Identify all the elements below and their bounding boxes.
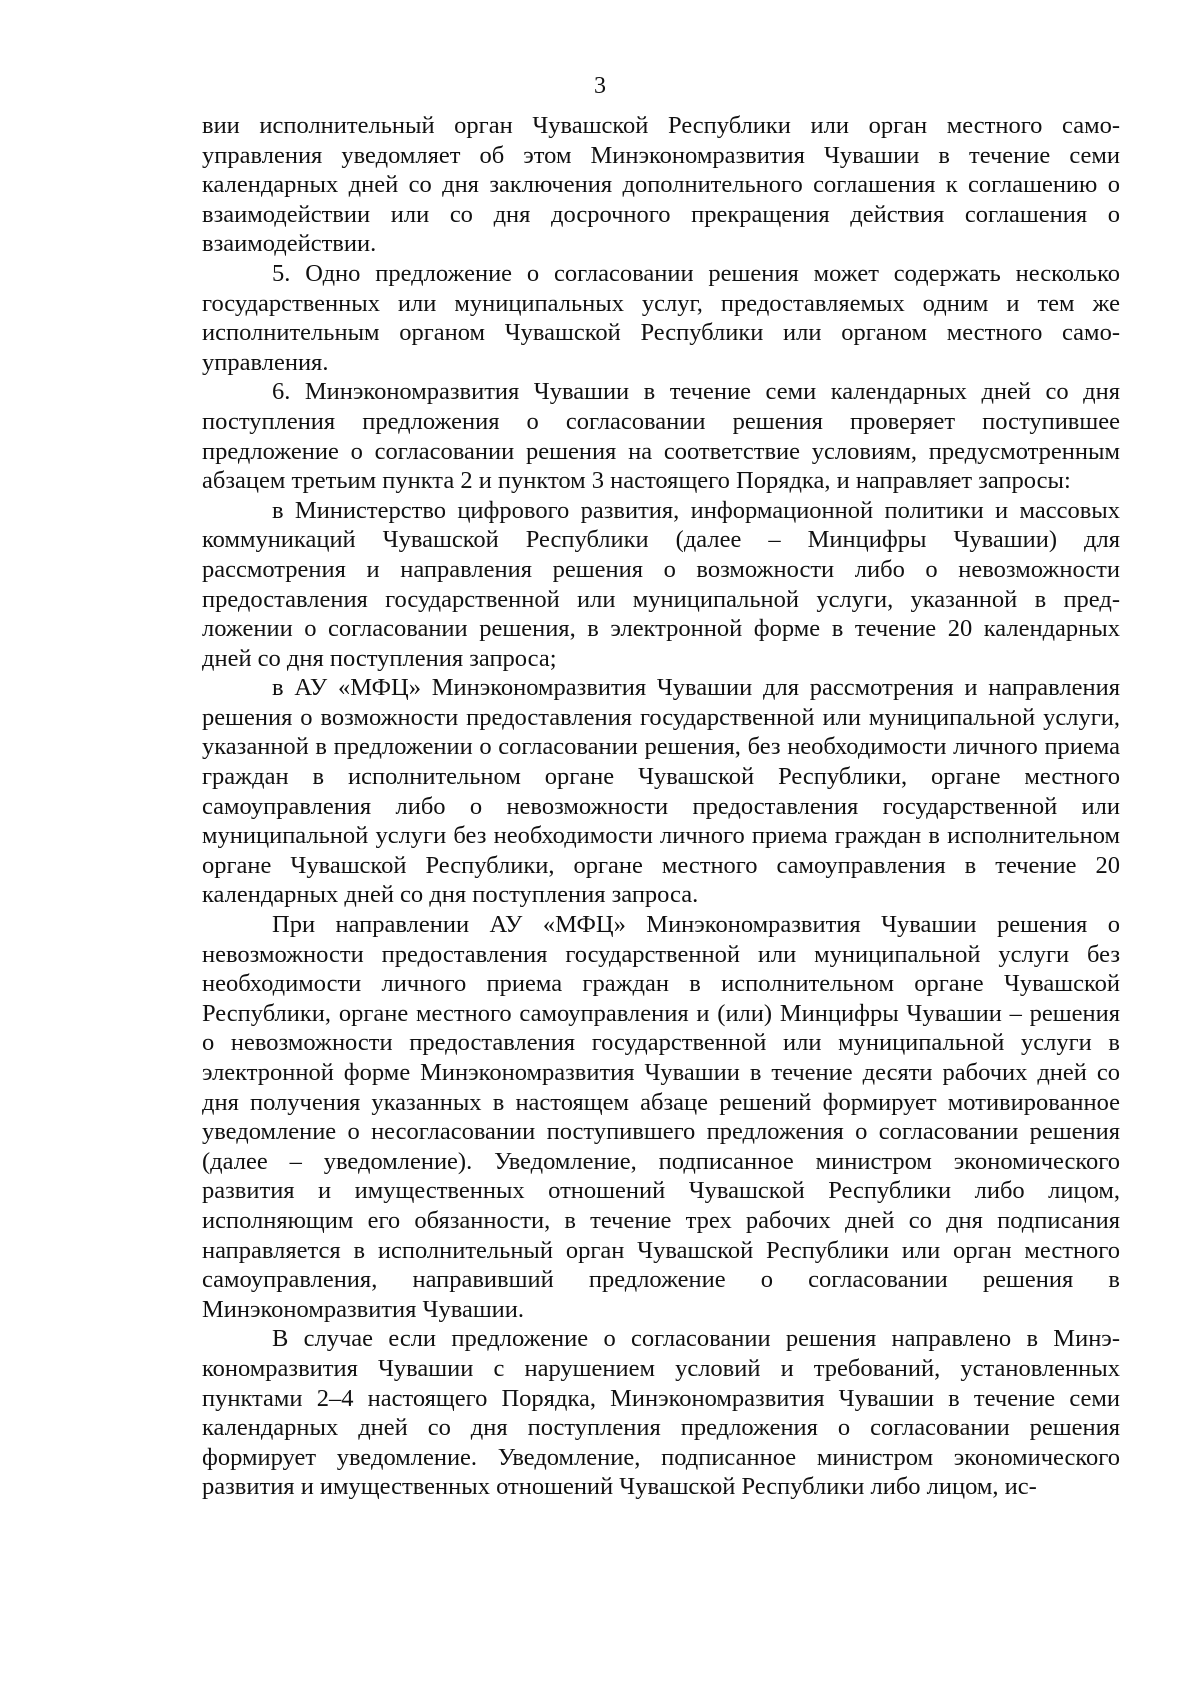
paragraph-item-6: 6. Минэкономразвития Чувашии в течение семи календарных дней со дня поступления предложения о согласовании решения проверяет поступившее предложение о согласовании решения на соответствие условиям, предусмотренным абзацем третьим пункта 2 и пунктом 3 настоящего Порядка, и направляет запросы: — [202, 378, 1120, 495]
page-number: 3 — [594, 73, 606, 99]
paragraph-continuation: вии исполнительный орган Чувашской Республики или орган местного самоуправления уведомляет об этом Минэкономразвития Чувашии в течение семи календарных дней со дня заключения дополнительного соглашения к соглашению о взаимодействии или со дня досрочного прекращения действия соглашения о взаимодействии. — [202, 112, 1120, 258]
paragraph-request-mfc: в АУ «МФЦ» Минэкономразвития Чувашии для рассмотрения и направления решения о возможности предоставления государственной или муниципальной услуги, указанной в предложении о согласовании решения, без необходимости личного приема граждан в исполнительном органе Чувашской Республики, органе местного самоуправления либо о невозможности предоставления государственной или муниципальной услуги без необходимости личного приема граждан в исполнительном органе Чувашской Республики, органе местного самоуправления в течение 20 календарных дней со дня поступления запроса. — [202, 674, 1120, 909]
paragraph-notification: При направлении АУ «МФЦ» Минэкономразвития Чувашии решения о невозможности предоставления государственной или муниципальной услуги без необходимости личного приема граждан в исполнительном органе Чувашской Республики, органе местного самоуправления и (или) Минцифры Чувашии – решения о невозможности предоставления государственной или муниципальной услуги в электронной форме Минэкономразвития Чувашии в течение десяти рабочих дней со дня получения указанных в настоящем абзаце решений формирует мотивированное уведомление о несогласовании поступившего предложения о согласовании решения (далее – уведомление). Уведомление, подписанное министром экономического развития и имущественных отношений Чувашской Республики либо лицом, исполняющим его обязанности, в течение трех рабочих дней со дня подписания направляется в исполнительный орган Чувашской Республики или орган местного самоуправления, направивший предложение о согласовании решения в Минэкономразвития Чувашии. — [202, 911, 1120, 1323]
document-body — [202, 111, 1120, 1502]
paragraph-item-5: 5. Одно предложение о согласовании решения может содержать несколько государственных или муниципальных услуг, предоставляемых одним и тем же исполнительным органом Чувашской Республики или органом местного самоуправления. — [202, 259, 1120, 376]
paragraph-request-mincifry: в Министерство цифрового развития, информационной политики и массовых коммуникаций Чувашской Республики (далее – Минцифры Чувашии) для рассмотрения и направления решения о возможности либо о невозможности предоставления государственной или муниципальной услуги, указанной в предложении о согласовании решения, в электронной форме в течение 20 календарных дней со дня поступления запроса; — [202, 496, 1120, 672]
paragraph-violation-case: В случае если предложение о согласовании решения направлено в Минэкономразвития Чувашии с нарушением условий и требований, установленных пунктами 2–4 настоящего Порядка, Минэкономразвития Чувашии в течение семи календарных дней со дня поступления предложения о согласовании решения формирует уведомление. Уведомление, подписанное министром экономического развития и имущественных отношений Чувашской Республики либо лицом, ис- — [202, 1325, 1120, 1501]
